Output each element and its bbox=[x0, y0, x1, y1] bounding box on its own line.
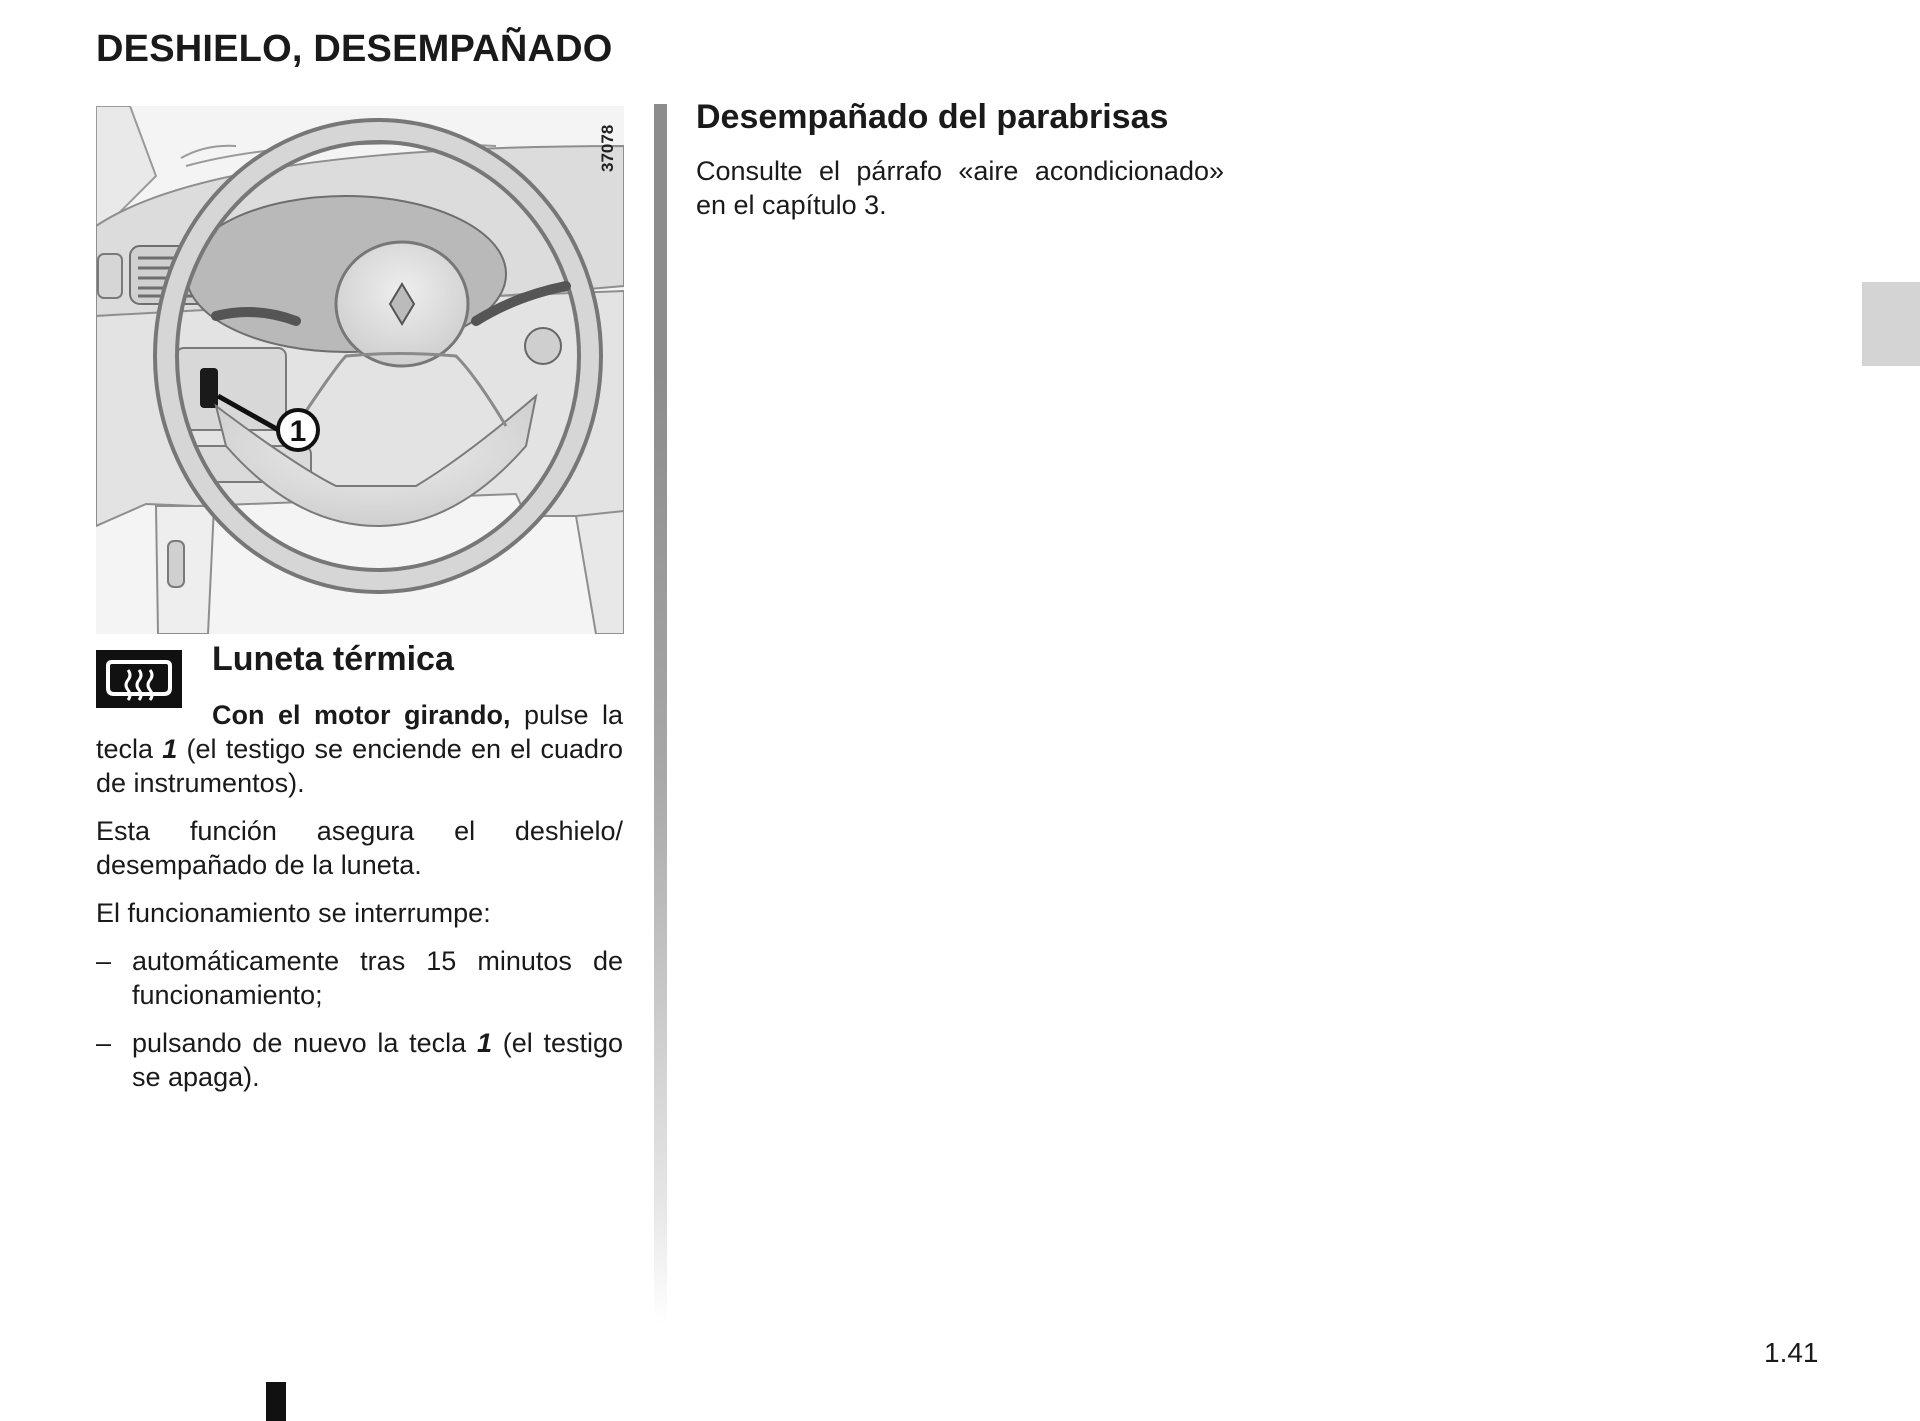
figure-code: 37078 bbox=[598, 124, 617, 172]
list-item bbox=[96, 944, 623, 1012]
dashboard-steering-wheel-illustration bbox=[96, 106, 624, 634]
dash-mark: – bbox=[96, 946, 112, 976]
list-item-text-b: (el testigo se apaga). bbox=[132, 1028, 624, 1092]
page-title: DESHIELO, DESEMPAÑADO bbox=[96, 28, 613, 70]
section-heading-desempanado: Desempañado del parabrisas bbox=[696, 98, 1169, 136]
motor-bold-text: Con el motor girando, bbox=[212, 700, 511, 730]
dash-mark: – bbox=[96, 1028, 112, 1058]
luneta-paragraph-3: El funcionamiento se interrumpe: bbox=[96, 898, 491, 928]
section-heading-luneta: Luneta térmica bbox=[212, 640, 454, 678]
list-item-text-a: pulsando de nuevo la tecla bbox=[132, 1028, 477, 1058]
list-item bbox=[96, 1026, 623, 1094]
luneta-body bbox=[96, 698, 623, 1108]
luneta-paragraph-2: Esta función asegura el deshielo/ desempañado de la luneta. bbox=[96, 816, 623, 880]
callout-number: 1 bbox=[289, 415, 307, 448]
key-reference: 1 bbox=[476, 1028, 492, 1058]
crop-mark bbox=[266, 1382, 286, 1421]
p1-text-a: pulse la tecla bbox=[96, 700, 623, 764]
page-number: 1.41 bbox=[1764, 1337, 1819, 1368]
chapter-tab bbox=[1862, 282, 1920, 366]
column-divider bbox=[654, 104, 667, 1324]
desempanado-paragraph: Consulte el párrafo «aire acondicionado» en el capítulo 3. bbox=[696, 156, 1224, 220]
p1-text-b: (el testigo se enciende en el cuadro de instrumentos). bbox=[96, 734, 623, 798]
desempanado-body bbox=[696, 154, 1224, 236]
interruption-list bbox=[96, 944, 623, 1094]
list-item-text: automáticamente tras 15 minutos de funcionamiento; bbox=[132, 946, 623, 1010]
luneta-paragraph-1 bbox=[96, 698, 623, 800]
key-reference: 1 bbox=[162, 734, 178, 764]
